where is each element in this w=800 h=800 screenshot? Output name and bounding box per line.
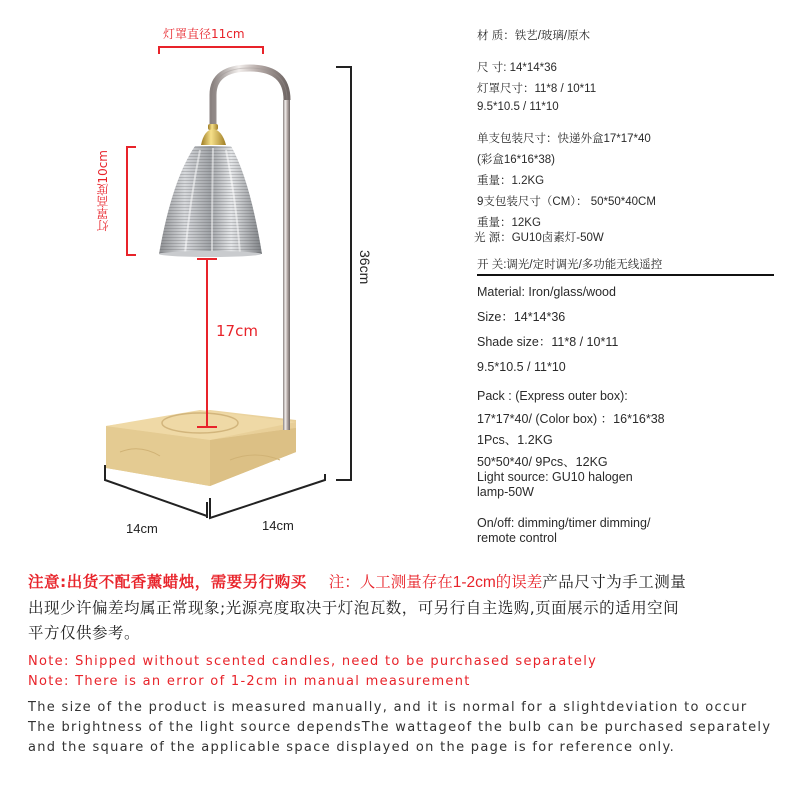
shade-height-label: 灯罩高度10cm xyxy=(96,150,110,232)
shade-height-bracket xyxy=(127,147,136,255)
notice-cn-line1 xyxy=(28,570,686,592)
spec-single-pack-cn: 单支包装尺寸：快递外盒17*17*40 xyxy=(477,133,651,145)
spec-pack-3-en: 1Pcs、1.2KG xyxy=(477,433,553,447)
total-height-label: 36cm xyxy=(357,250,373,285)
spec-color-box-cn: (彩盒16*16*38) xyxy=(477,154,555,166)
notice-no-candles-cn: 注意:出货不配香薰蜡烛，需要另行购买 xyxy=(28,573,307,591)
shade-cap xyxy=(201,124,226,145)
spec-shade-size-2-cn: 9.5*10.5 / 11*10 xyxy=(477,101,559,113)
notice-error-cn: 注：人工测量存在1-2cm的误差 xyxy=(328,574,543,591)
spec-light-source-1-en: Light source: GU10 halogen xyxy=(477,470,633,484)
spec-shade-size-2-en: 9.5*10.5 / 11*10 xyxy=(477,360,566,374)
spec-shade-size-en: Shade size：11*8 / 10*11 xyxy=(477,335,619,349)
spec-pack-2-en: 17*17*40/ (Color box) ：16*16*38 xyxy=(477,412,665,426)
lamp-drawing xyxy=(0,0,470,560)
wood-base xyxy=(106,410,296,486)
base-width-left-label: 14cm xyxy=(126,521,158,536)
product-illustration xyxy=(0,0,470,560)
shade-diameter-label: 灯罩直径11cm xyxy=(163,27,245,41)
total-height-bracket xyxy=(336,67,351,480)
notice-cn-line2: 出现少许偏差均属正常现象;光源亮度取决于灯泡瓦数，可另行自主选购,页面展示的适用空间 xyxy=(28,599,680,617)
spec-onoff-2-en: remote control xyxy=(477,531,557,545)
clearance-label: 17cm xyxy=(216,322,258,340)
spec-weight-single-cn: 重量：1.2KG xyxy=(477,175,545,187)
shade-diameter-bracket xyxy=(159,47,263,54)
spec-light-source-cn: 光 源：GU10卤素灯-50W xyxy=(474,232,604,244)
notice-body-2-en: The brightness of the light source dependsThe wattageof the bulb can be purchased separately xyxy=(28,720,772,735)
notice-body-3-en: and the square of the applicable space displayed on the page is for reference only. xyxy=(28,740,676,755)
spec-nine-pack-cn: 9支包装尺寸（CM）： 50*50*40CM xyxy=(477,196,656,208)
glass-shade xyxy=(159,146,262,257)
specs-divider xyxy=(477,274,774,276)
spec-switch-cn: 开 关:调光/定时调光/多功能无线遥控 xyxy=(477,259,663,271)
spec-light-source-2-en: lamp-50W xyxy=(477,485,534,499)
spec-material-en: Material: Iron/glass/wood xyxy=(477,285,616,299)
spec-size-en: Size：14*14*36 xyxy=(477,310,566,324)
notice-manual-cn: 产品尺寸为手工测量 xyxy=(542,573,687,591)
notice-body-1-en: The size of the product is measured manually, and it is normal for a slightdeviation to occur xyxy=(28,700,748,715)
base-width-right-label: 14cm xyxy=(262,518,294,533)
spec-onoff-1-en: On/off: dimming/timer dimming/ xyxy=(477,516,651,530)
spec-shade-size-cn: 灯罩尺寸：11*8 / 10*11 xyxy=(477,83,597,95)
clearance-line xyxy=(197,259,217,427)
notice-cn-line3: 平方仅供参考。 xyxy=(28,624,141,642)
notice-error-en: Note: There is an error of 1-2cm in manual measurement xyxy=(28,674,471,689)
spec-size-cn: 尺 寸: 14*14*36 xyxy=(477,62,557,74)
notice-no-candles-en: Note: Shipped without scented candles, need to be purchased separately xyxy=(28,654,598,669)
spec-weight-nine-cn: 重量：12KG xyxy=(477,217,541,229)
spec-pack-en: Pack : (Express outer box): xyxy=(477,389,628,403)
spec-pack-4-en: 50*50*40/ 9Pcs、12KG xyxy=(477,455,608,469)
spec-material-cn: 材 质：铁艺/玻璃/原木 xyxy=(477,30,591,42)
